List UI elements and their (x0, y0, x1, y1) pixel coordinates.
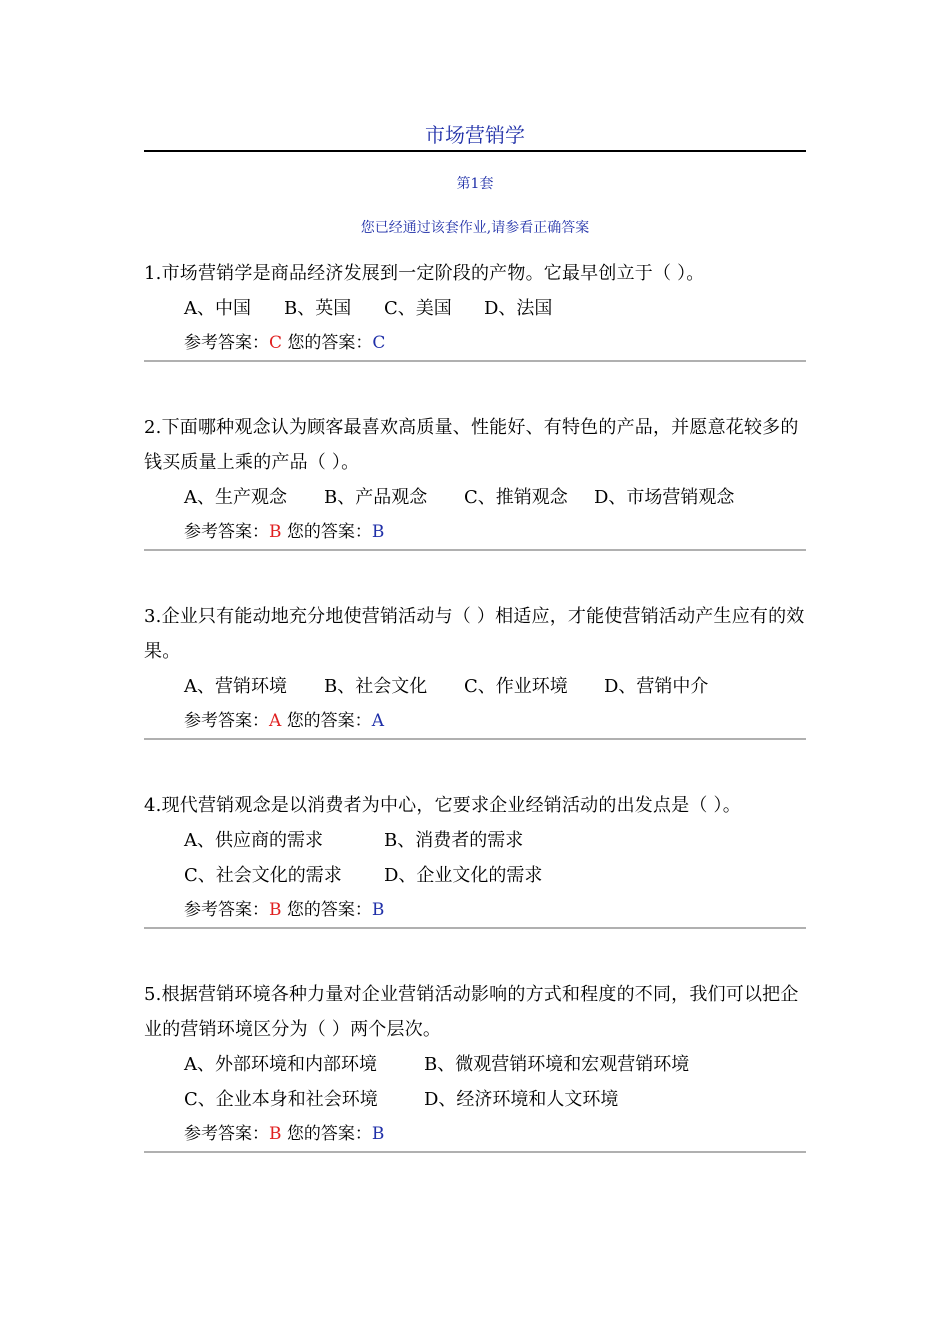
ref-answer-label: 参考答案： (184, 711, 269, 731)
option-a: A、营销环境 (184, 676, 287, 697)
option-row (184, 1082, 806, 1117)
question-4 (144, 788, 806, 927)
option-d: D、企业文化的需求 (384, 865, 543, 886)
option-c: C、企业本身和社会环境 (184, 1089, 378, 1110)
option-c: C、作业环境 (464, 676, 568, 697)
your-answer-label: 您的答案： (286, 1124, 372, 1144)
option-c: C、美国 (384, 298, 452, 319)
title-divider (144, 150, 806, 152)
option-b: B、微观营销环境和宏观营销环境 (424, 1054, 690, 1075)
question-divider (144, 360, 806, 362)
page-title: 市场营销学 (425, 123, 525, 147)
option-d: D、经济环境和人文环境 (424, 1089, 619, 1110)
your-answer-value: B (371, 1124, 385, 1144)
ref-answer-label: 参考答案： (184, 1124, 269, 1144)
question-3 (144, 599, 806, 738)
option-d: D、营销中介 (604, 676, 709, 697)
ref-answer-label: 参考答案： (184, 900, 269, 920)
option-c: C、推销观念 (464, 487, 568, 508)
your-answer-label: 您的答案： (286, 522, 372, 542)
question-divider (144, 927, 806, 929)
option-b: B、英国 (284, 298, 352, 319)
ref-answer-value: B (269, 1124, 282, 1144)
option-a: A、生产观念 (184, 487, 287, 508)
ref-answer-value: C (269, 333, 283, 353)
option-row (184, 291, 806, 326)
option-a: A、外部环境和内部环境 (184, 1054, 377, 1075)
document-page (144, 120, 806, 1201)
your-answer-label: 您的答案： (286, 711, 372, 731)
question-text: 2.下面哪种观念认为顾客最喜欢高质量、性能好、有特色的产品，并愿意花较多的钱买质量上乘的产品（ ）。 (144, 417, 799, 473)
option-row (184, 823, 806, 858)
your-answer-value: B (371, 900, 385, 920)
your-answer-value: C (372, 333, 386, 353)
ref-answer-value: B (269, 522, 282, 542)
question-text: 3.企业只有能动地充分地使营销活动与（ ）相适应，才能使营销活动产生应有的效果。 (144, 606, 805, 662)
option-b: B、消费者的需求 (384, 830, 524, 851)
option-d: D、市场营销观念 (594, 487, 735, 508)
question-divider (144, 549, 806, 551)
option-b: B、产品观念 (324, 487, 428, 508)
set-label: 第1套 (456, 176, 494, 192)
question-divider (144, 738, 806, 740)
option-row (184, 480, 806, 515)
question-2 (144, 410, 806, 549)
option-a: A、供应商的需求 (184, 830, 323, 851)
option-b: B、社会文化 (324, 676, 428, 697)
option-a: A、中国 (184, 298, 251, 319)
answer-row (184, 1117, 806, 1151)
question-text: 4.现代营销观念是以消费者为中心，它要求企业经销活动的出发点是（ ）。 (144, 795, 741, 816)
question-text: 1.市场营销学是商品经济发展到一定阶段的产物。它最早创立于（ ）。 (144, 263, 705, 284)
answer-row (184, 893, 806, 927)
option-c: C、社会文化的需求 (184, 865, 342, 886)
ref-answer-label: 参考答案： (184, 522, 269, 542)
your-answer-value: A (371, 711, 384, 731)
option-row (184, 858, 806, 893)
ref-answer-value: A (269, 711, 282, 731)
status-message: 您已经通过该套作业,请参看正确答案 (360, 220, 590, 236)
answer-row (184, 704, 806, 738)
question-divider (144, 1151, 806, 1153)
your-answer-value: B (371, 522, 385, 542)
question-1 (144, 256, 806, 360)
question-text: 5.根据营销环境各种力量对企业营销活动影响的方式和程度的不同，我们可以把企业的营销环境区分为（ ）两个层次。 (144, 984, 799, 1040)
ref-answer-value: B (269, 900, 282, 920)
your-answer-label: 您的答案： (286, 900, 372, 920)
option-d: D、法国 (484, 298, 553, 319)
answer-row (184, 326, 806, 360)
ref-answer-label: 参考答案： (184, 333, 269, 353)
answer-row (184, 515, 806, 549)
question-5 (144, 977, 806, 1151)
your-answer-label: 您的答案： (287, 333, 373, 353)
option-row (184, 1047, 806, 1082)
option-row (184, 669, 806, 704)
